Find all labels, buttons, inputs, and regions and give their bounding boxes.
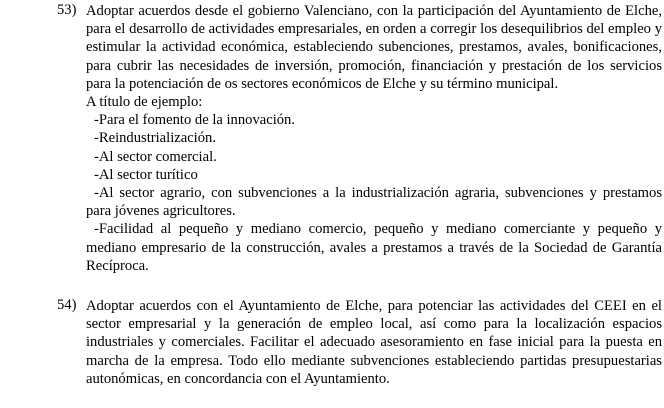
item-text: Adoptar acuerdos desde el gobierno Valenciano, con la participación del Ayuntamiento de Elche, para el desarrollo de actividades empresariales, en orden a corregir los desequilibrios del empleo y estimular la actividad económica, estableciendo subenciones, prestamos, avales, bonificaciones, para cubrir las necesidades de inversión, promoción, financiación y prestación de los servicios para la potenciación de os sectores económicos de Elche y su término municipal. — [86, 3, 662, 92]
item-text: Adoptar acuerdos con el Ayuntamiento de Elche, para potenciar las actividades del CEEI en el sector empresarial y la generación de empleo local, así como para la localización espacios industriales y comerciales. Facilitar el adecuado asesoramiento en fase inicial para la puesta en marcha de la empresa. Todo ello mediante subvenciones estableciendo partidas presupuestarias autonómicas, en concordancia con el Ayuntamiento. — [86, 298, 662, 387]
item-body — [86, 2, 662, 275]
subitem: -Al sector comercial. — [94, 148, 217, 165]
item-body — [86, 297, 662, 388]
subitem: -Al sector turítico — [94, 166, 198, 183]
list-item-53 — [57, 2, 662, 275]
subitem: -Facilidad al pequeño y mediano comercio, pequeño y mediano comerciante y pequeño y mediano empresario de la construcción, avales a prestamos a través de la Sociedad de Garantía Recíproca. — [86, 221, 662, 274]
item-number: 53) — [57, 2, 77, 18]
subitem: -Para el fomento de la innovación. — [94, 112, 295, 129]
subitem: -Reindustrialización. — [94, 130, 216, 147]
list-item-54 — [57, 297, 662, 388]
example-label: A título de ejemplo: — [86, 94, 203, 111]
item-number: 54) — [57, 297, 77, 313]
subitem: -Al sector agrario, con subvenciones a la industrialización agraria, subvenciones y prestamos para jóvenes agricultores. — [86, 185, 662, 220]
